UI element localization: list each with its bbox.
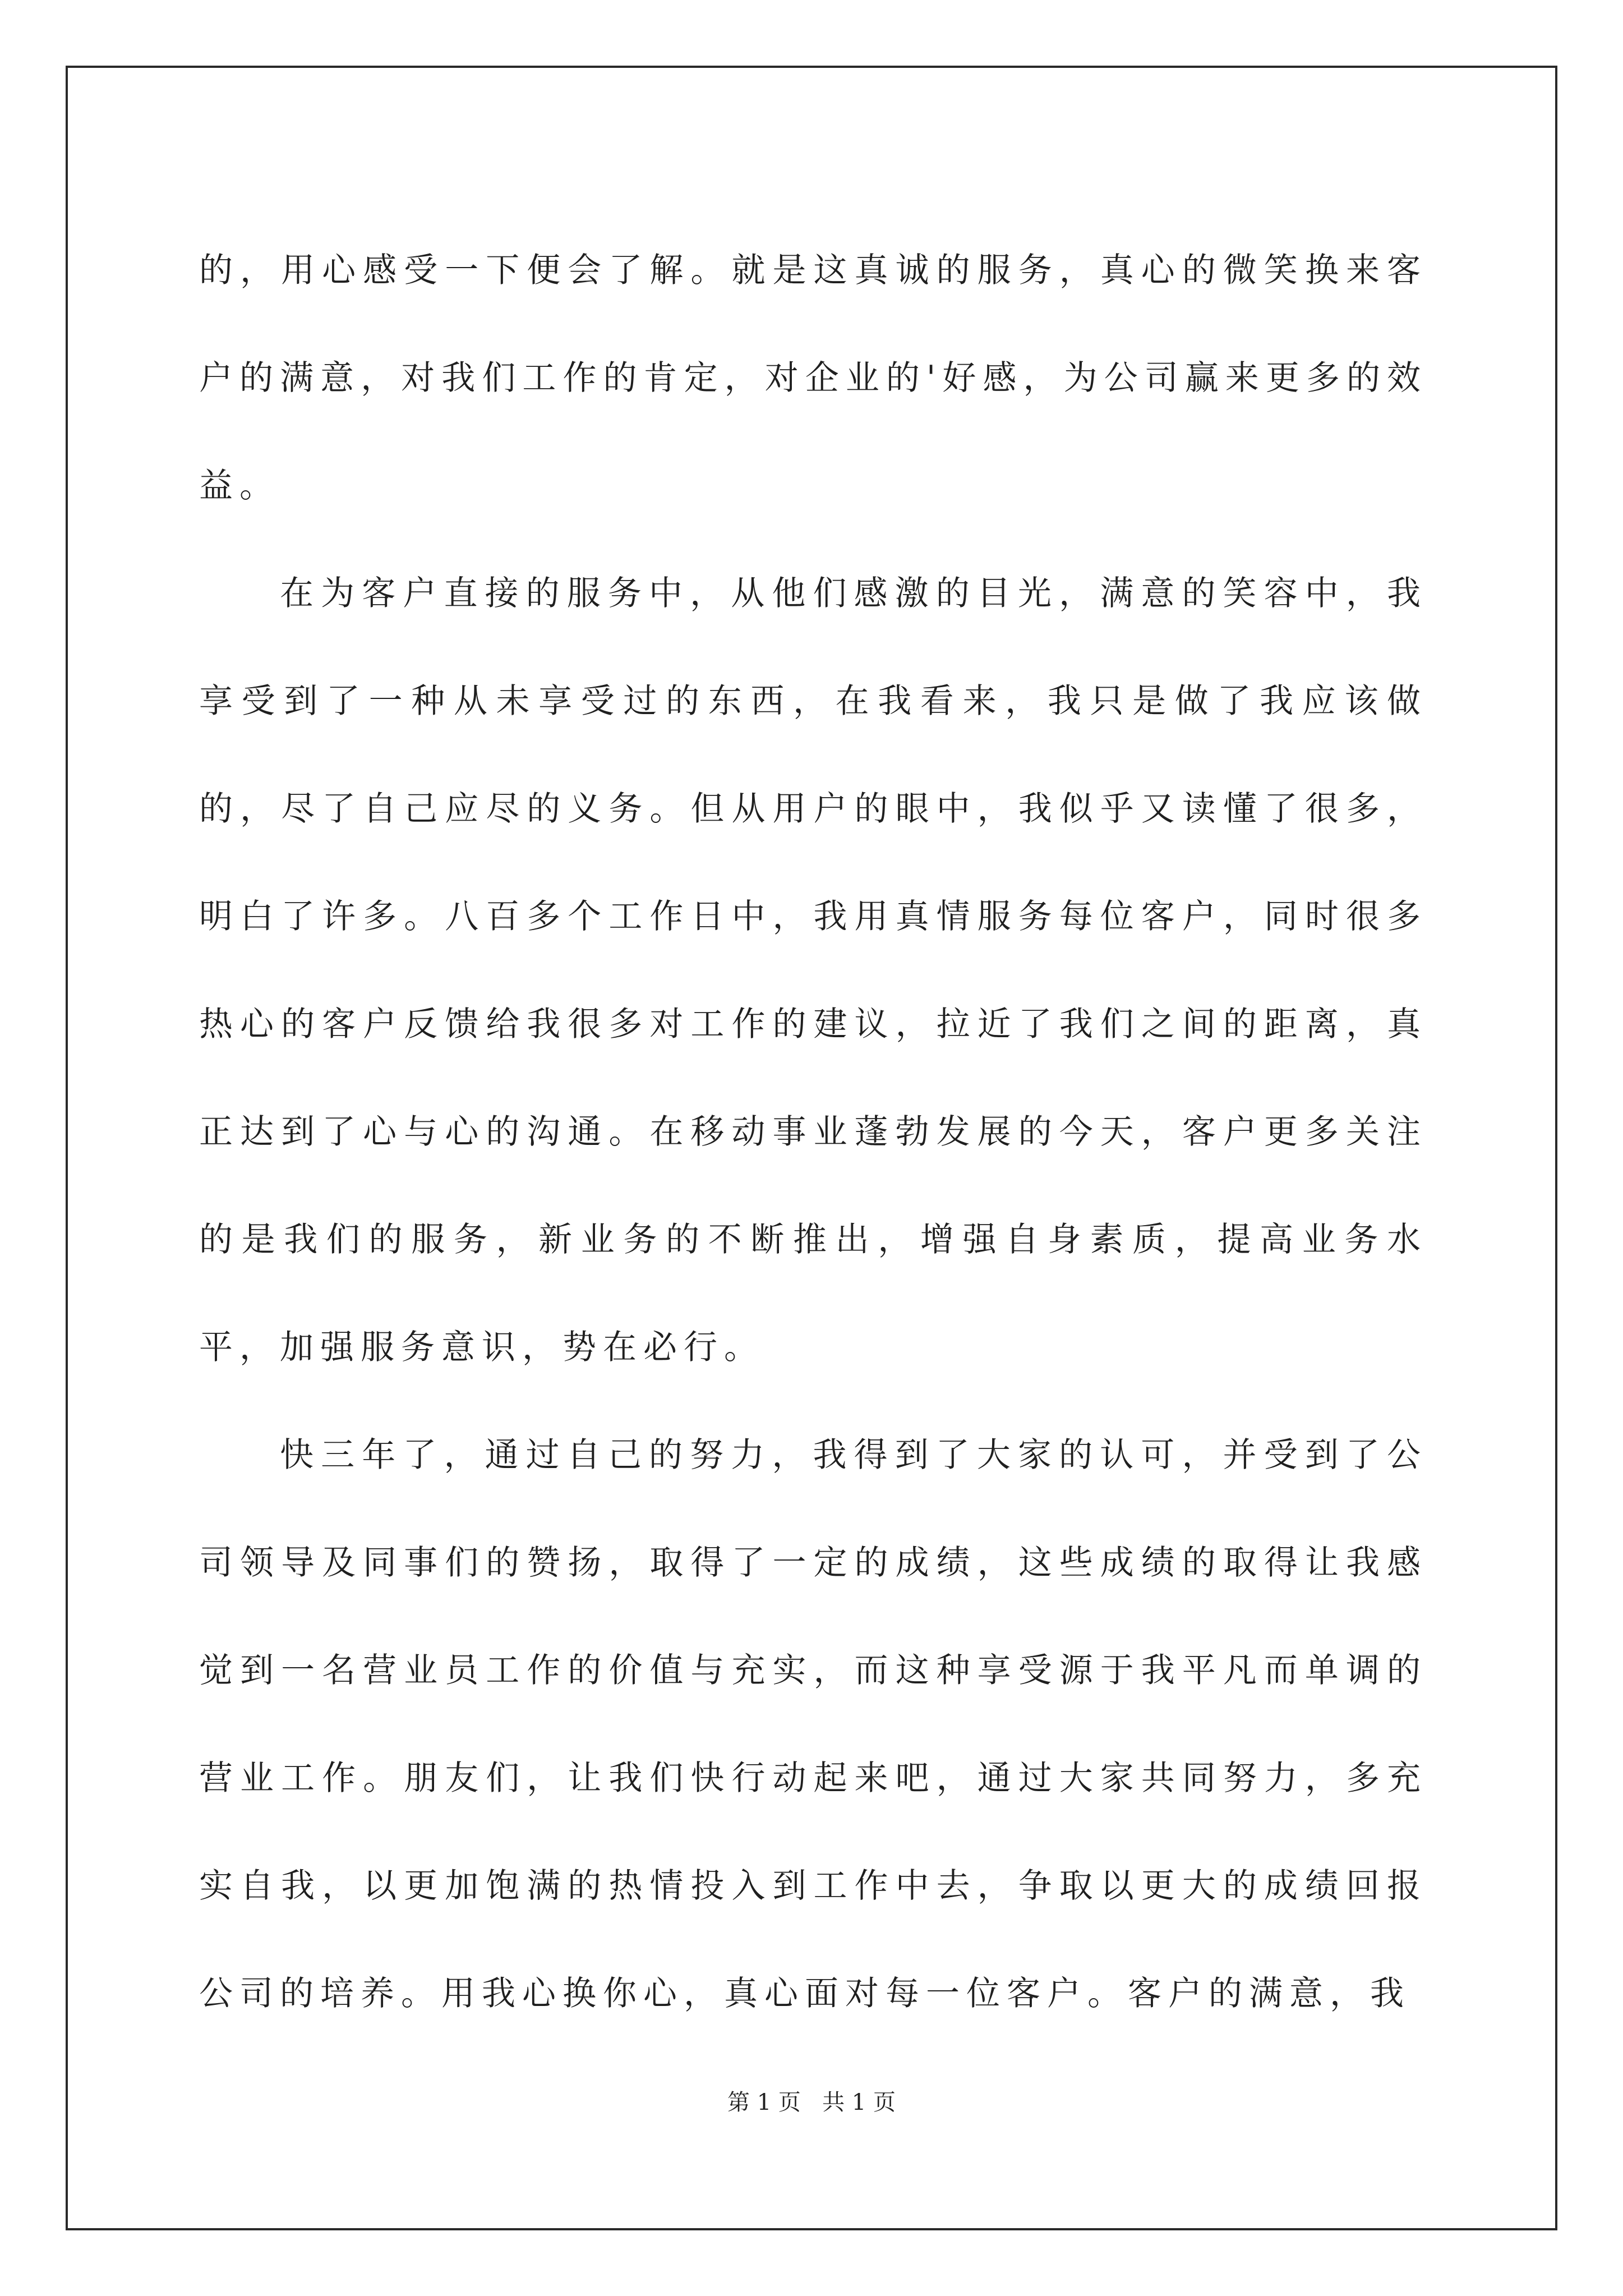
page-footer: 第 1 页 共 1 页	[727, 2090, 896, 2115]
paragraph-2: 在为客户直接的服务中，从他们感激的目光，满意的笑容中，我享受到了一种从未享受过的东西，在我看来，我只是做了我应该做的，尽了自己应尽的义务。但从用户的眼中，我似乎又读懂了很多，明白了许多。八百多个工作日中，我用真情服务每位客户，同时很多热心的客户反馈给我很多对工作的建议，拉近了我们之间的距离，真正达到了心与心的沟通。在移动事业蓬勃发展的今天，客户更多关注的是我们的服务，新业务的不断推出，增强自身素质，提高业务水平，加强服务意识，势在必行。	[199, 574, 1427, 1367]
document-body	[199, 217, 1427, 2047]
paragraph-1: 的，用心感受一下便会了解。就是这真诚的服务，真心的微笑换来客户的满意，对我们工作的肯定，对企业的'好感，为公司赢来更多的效益。	[199, 251, 1427, 505]
paragraph-3: 快三年了，通过自己的努力，我得到了大家的认可，并受到了公司领导及同事们的赞扬，取得了一定的成绩，这些成绩的取得让我感觉到一名营业员工作的价值与充实，而这种享受源于我平凡而单调的营业工作。朋友们，让我们快行动起来吧，通过大家共同努力，多充实自我，以更加饱满的热情投入到工作中去，争取以更大的成绩回报公司的培养。用我心换你心，真心面对每一位客户。客户的满意，我	[199, 1435, 1427, 2013]
